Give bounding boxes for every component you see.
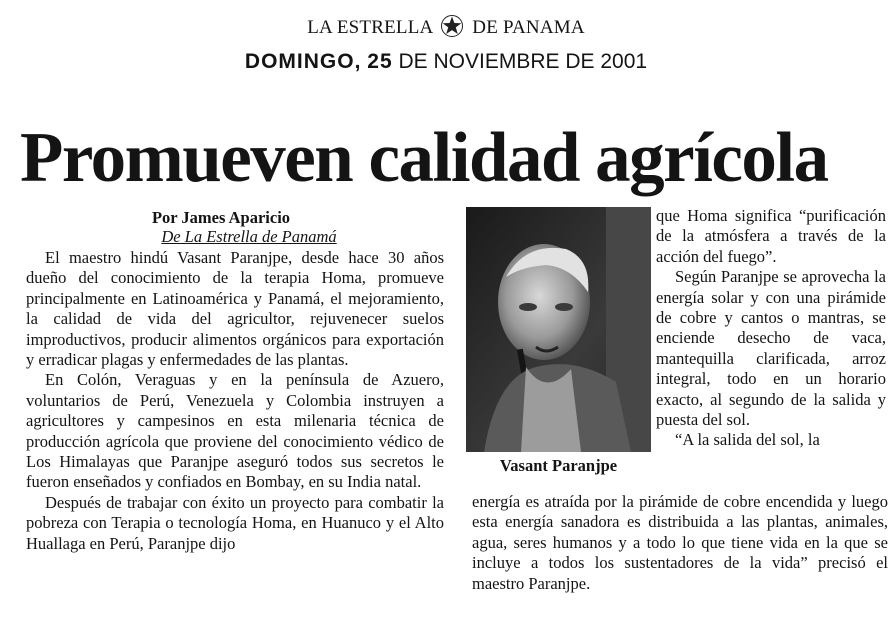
paragraph: Después de trabajar con éxito un proyecto para combatir la pobreza con Terapia o tecnología Homa, en Huanuco y el Alto Huallaga en Perú, Paranjpe dijo (26, 492, 444, 553)
byline-author: Por James Aparicio (151, 208, 291, 227)
dateline-rest: DE NOVIEMBRE DE 2001 (398, 50, 648, 73)
masthead-left: LA ESTRELLA (307, 17, 433, 38)
dateline-day: 25 (367, 50, 393, 73)
portrait-photo (466, 207, 651, 452)
paragraph: energía es atraída por la pirámide de cobre encendida y luego esta energía sanadora es distribuida a las plantas, animales, agua, seres humanos y a todo lo que tiene vida en la que se incluye a todos los sustentadores de la vida” precisó el maestro Paranjpe. (472, 492, 888, 593)
paragraph: que Homa significa “purificación de la atmósfera a través de la acción del fuego”. (656, 206, 886, 266)
portrait-photo-drawing (466, 207, 651, 452)
paragraph: El maestro hindú Vasant Paranjpe, desde hace 30 años dueño del conocimiento de la terapia Homa, promueve principalmente en Latinoamérica y Panamá, el mejoramiento, la calidad de vida del agricultor, rejuvenecer suelos improductivos, producir alimentos orgánicos para exportación y erradicar plagas y enfermedades de las plantas. (26, 248, 444, 370)
dateline-weekday: DOMINGO, (244, 50, 362, 73)
byline-paper: De La Estrella de Panamá (161, 227, 337, 246)
article-column-1 (26, 248, 444, 554)
paragraph: En Colón, Veraguas y en la península de Azuero, voluntarios de Perú, Venezuela y Colombia instruyen a agricultores y campesinos en esta milenaria técnica de producción agrícola que proviene del conocimiento védico de Los Himalayas que Paranjpe aseguró todos sus secretos le fueron enseñados y confiados en Bombay, en su India natal. (26, 370, 444, 492)
star-emblem-icon (440, 14, 464, 38)
byline (26, 208, 444, 246)
photo-caption: Vasant Paranjpe (499, 456, 618, 475)
masthead (0, 14, 892, 39)
article-wide-paragraph (472, 492, 888, 594)
masthead-right: DE PANAMA (472, 17, 585, 38)
dateline (0, 50, 892, 74)
paragraph: “A la salida del sol, la (675, 430, 820, 450)
headline: Promueven calidad agrícola (20, 119, 828, 197)
article-column-3 (656, 206, 886, 451)
paragraph: Según Paranjpe se aprovecha la energía solar y con una pirámide de cobre y cantos o mantras, se enciende desecho de vaca, mantequilla clarificada, arroz integral, todo en un horario exacto, al segundo de la salida y puesta del sol. (656, 267, 886, 430)
